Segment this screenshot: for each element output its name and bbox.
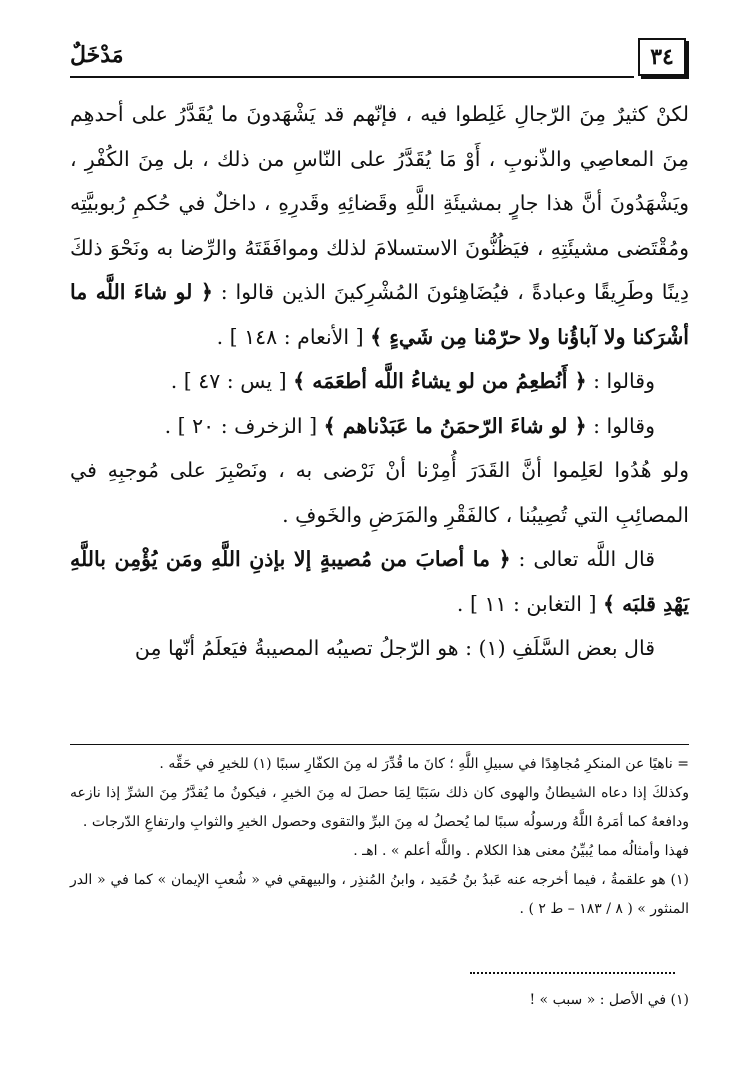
quote-text: لو شاءَ اللَّه ما أشْرَكنا ولا آباؤُنا ولا حرّمْنا مِن شَيءٍ — [70, 280, 689, 349]
paragraph — [70, 404, 689, 449]
editor-note-separator — [470, 972, 675, 974]
paragraph-text: ولو هُدُوا لعَلِموا أنَّ القَدَرَ أُمِرْنا أنْ نَرْضى به ، ونَصْبِرَ على مُوجبِهِ في المصائِبِ التي تُصِيبُنا ، كالفَقْرِ والمَرَضِ والخَوفِ . — [70, 458, 689, 527]
footnotes — [70, 750, 689, 924]
page-number: ٣٤ — [638, 38, 686, 76]
quran-quote: ﴿ لو شاءَ الرّحمَنُ ما عَبَدْناهم ﴾ — [323, 413, 587, 438]
paragraph — [70, 359, 689, 404]
footnote-continuation: = ناهيًا عن المنكرِ مُجاهِدًا في سبيلِ اللَّهِ ؛ كانَ ما قُدِّرَ له مِنَ الكفّارِ سببًا (١) للخيرِ في حَقِّه . — [70, 750, 689, 779]
footnote: (١) هو علقمةُ ، فيما أخرجه عنه عَبدُ بنُ حُمَيد ، وابنُ المُنذِر ، والبيهقي في « شُعبِ الإيمان » كما في « الدر المنثور » ( ٨ / ١٨٣ – ط ٢ ) . — [70, 872, 689, 917]
paragraph-text: لكنْ كثيرٌ مِنَ الرّجالِ غَلِطوا فيه ، فإنّهم قد يَشْهَدونَ ما يُقَدَّرُ على أحدهِم مِنَ المعاصِي والذّنوبِ ، أَوْ مَا يُقَدَّرُ على النّاسِ من ذلك ، بل مِنَ الكُفْرِ ، ويَشْهَدُونَ أنَّ هذا جارٍ بمشيئَةِ اللَّهِ وقَضائِهِ وقَدرِهِ ، داخلٌ في حُكمِ رُبوبيَّتِه ومُقْتَضى مشيئَتِهِ ، فيَظُنُّونَ الاستسلامَ لذلك وموافَقَتَهُ والرِّضا به ونَحْوَ ذلكَ دِينًا وطَرِيقًا وعبادةً ، فيُضَاهِئونَ المُشْرِكينَ الذين قالوا : — [70, 102, 689, 304]
header-rule — [70, 76, 634, 78]
footnote: (١) في الأصل : « سبب » ! — [529, 992, 689, 1008]
verse-reference: [ التغابن : ١١ ] . — [456, 591, 604, 616]
quran-quote: ﴿ ما أصابَ من مُصيبةٍ إلا بإذنِ اللَّهِ ومَن يُؤْمِن باللَّهِ يَهْدِ قلبَه ﴾ — [70, 547, 689, 616]
editor-notes — [70, 986, 689, 1014]
paragraph — [70, 537, 689, 626]
quote-bracket: ﴾ — [370, 324, 390, 349]
footnote-continuation: وكذلكَ إذا دعاه الشيطانُ والهوى كان ذلك سَبَبًا لِمَا حصلَ له مِنَ الخيرِ ، فيكونُ ما يُقدَّرُ مِنَ الشرِّ إذا نازعه ودافعهُ كما أمَرهُ اللَّهُ ورسولُه سببًا لما يُحصلُ له مِنَ البرِّ والتقوى وحصول الخيرِ والثوابِ وارتفاعِ الدّرجات . — [70, 785, 689, 830]
footnote-continuation: فهذا وأمثالُه مما يُبيِّنُ معنى هذا الكلام . واللَّه أعلم » . اهـ . — [353, 843, 689, 859]
paragraph-text: وقالوا : — [586, 413, 655, 438]
quote-bracket: ﴿ — [192, 280, 213, 304]
paragraph — [70, 448, 689, 537]
verse-reference: [ الزخرف : ٢٠ ] . — [164, 413, 324, 438]
footnote-separator — [70, 744, 689, 745]
paragraph-text: قال اللَّه تعالى : — [510, 547, 655, 571]
running-title: مَدْخَلٌ — [70, 42, 124, 68]
paragraph — [70, 626, 689, 671]
paragraph — [70, 92, 689, 359]
main-text — [70, 92, 689, 671]
quran-quote: ﴿ أَنُطعِمُ من لو يشاءُ اللَّه أطعَمَه ﴾ — [293, 369, 587, 393]
page-header — [70, 38, 686, 80]
paragraph-text: قال بعض السَّلَفِ (١) : هو الرّجلُ تصيبُه المصيبةُ فيَعلَمُ أنّها مِن — [134, 636, 655, 660]
verse-reference: [ يس : ٤٧ ] . — [170, 369, 294, 393]
paragraph-text: وقالوا : — [586, 369, 655, 393]
verse-reference: [ الأنعام : ١٤٨ ] . — [216, 324, 371, 349]
